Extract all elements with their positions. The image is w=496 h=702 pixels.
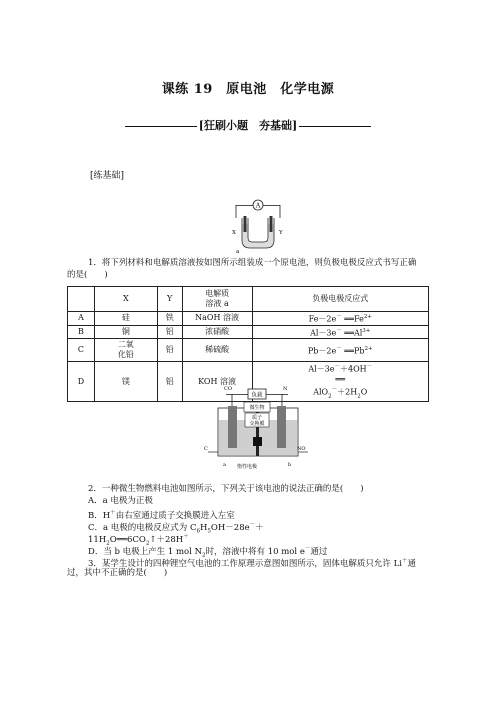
svg-text:N: N (283, 386, 288, 392)
section-header (0, 117, 496, 133)
table-row: A 硅 铁 NaOH 溶液 Fe－2e－ $══Fe^{2+}$ (68, 312, 429, 326)
svg-text:a: a (223, 462, 226, 468)
electrode-b (277, 406, 286, 448)
page-title: 课练 19 原电池 化学电源 (161, 82, 335, 97)
reaction-cell: Fe－2e－ $══Fe^{2+}$ (252, 312, 429, 326)
divider-left (125, 126, 197, 127)
svg-text:a: a (236, 249, 240, 254)
subsection-label: [练基础] (90, 171, 125, 181)
section-label: [狂刷小题 夯基础] (198, 119, 298, 132)
q2-option-b: B．H＋由右室通过质子交换膜进入左室 (88, 510, 235, 521)
reaction-cell: Al－3e－＋4OH－ ══ $AlO_2^-+2H_2O$ (252, 362, 429, 402)
header-cell: Y (157, 287, 182, 312)
table-header-row (68, 287, 429, 312)
q1-line2: 的是( ) (67, 270, 108, 280)
svg-text:X: X (232, 230, 236, 236)
header-cell (68, 287, 95, 312)
svg-text:微生物: 微生物 (249, 405, 265, 411)
table-row: B 铜 铝 浓硝酸 Al－3e－ $══Al^{3+}$ (68, 325, 429, 339)
electrode-a (228, 406, 237, 448)
electrode-x (244, 216, 247, 232)
reaction-cell: Al－3e－ $══Al^{3+}$ (252, 325, 429, 339)
svg-text:CO: CO (224, 386, 232, 392)
q3-line1: 3．某学生设计的四种锂空气电池的工作原理示意图如图所示，固体电解质只允许 Li＋通 (88, 558, 417, 569)
svg-text:NO: NO (297, 446, 306, 452)
header-cell: 电解质 溶液 a (182, 287, 252, 312)
divider-right (299, 126, 371, 127)
q2-stem: 2．一种微生物燃料电池如图所示，下列关于该电池的说法正确的是( ) (88, 484, 364, 494)
svg-text:A: A (255, 202, 261, 210)
svg-text:交换膜: 交换膜 (249, 421, 265, 427)
electrode-y (270, 216, 273, 232)
q2-option-c-cont: $11H_2O══6CO_2↑+28H^+$ (88, 534, 189, 547)
svg-text:质子: 质子 (251, 415, 263, 421)
svg-text:Y: Y (279, 230, 283, 236)
q3-line2: 过，其中不正确的是( ) (67, 568, 168, 578)
q2-option-a: A．a 电极为正极 (88, 496, 153, 506)
header-cell: 负极电极反应式 (252, 287, 429, 312)
svg-text:C: C (204, 446, 208, 452)
table-row: D 镁 铝 KOH 溶液 Al－3e－＋4OH－ ══ $AlO_2^-+2H_2O$ (68, 362, 429, 402)
svg-text:负载: 负载 (251, 392, 263, 399)
svg-text:惰性电极: 惰性电极 (237, 464, 258, 470)
svg-text:b: b (288, 462, 292, 468)
q1-line1: 1．将下列材料和电解质溶液按如图所示组装成一个原电池，则负极电极反应式书写正确 (88, 258, 417, 268)
galvanic-cell-figure (228, 196, 288, 254)
q2-option-d: D．当 b 电极上产生 1 mol $N_2$时，溶液中将有 10 mol e－通过 (88, 546, 328, 559)
table-row: C 二氧 化铅 铅 稀硫酸 Pb－2e－ $══Pb^{2+}$ (68, 339, 429, 362)
fuel-cell-figure (204, 384, 312, 476)
reaction-cell: Pb－2e－ $══Pb^{2+}$ (252, 339, 429, 362)
q2-option-c: C．a 电极的电极反应式为 $C_6H_5OH-28e^-+$ (88, 522, 264, 535)
header-cell: X (94, 287, 157, 312)
